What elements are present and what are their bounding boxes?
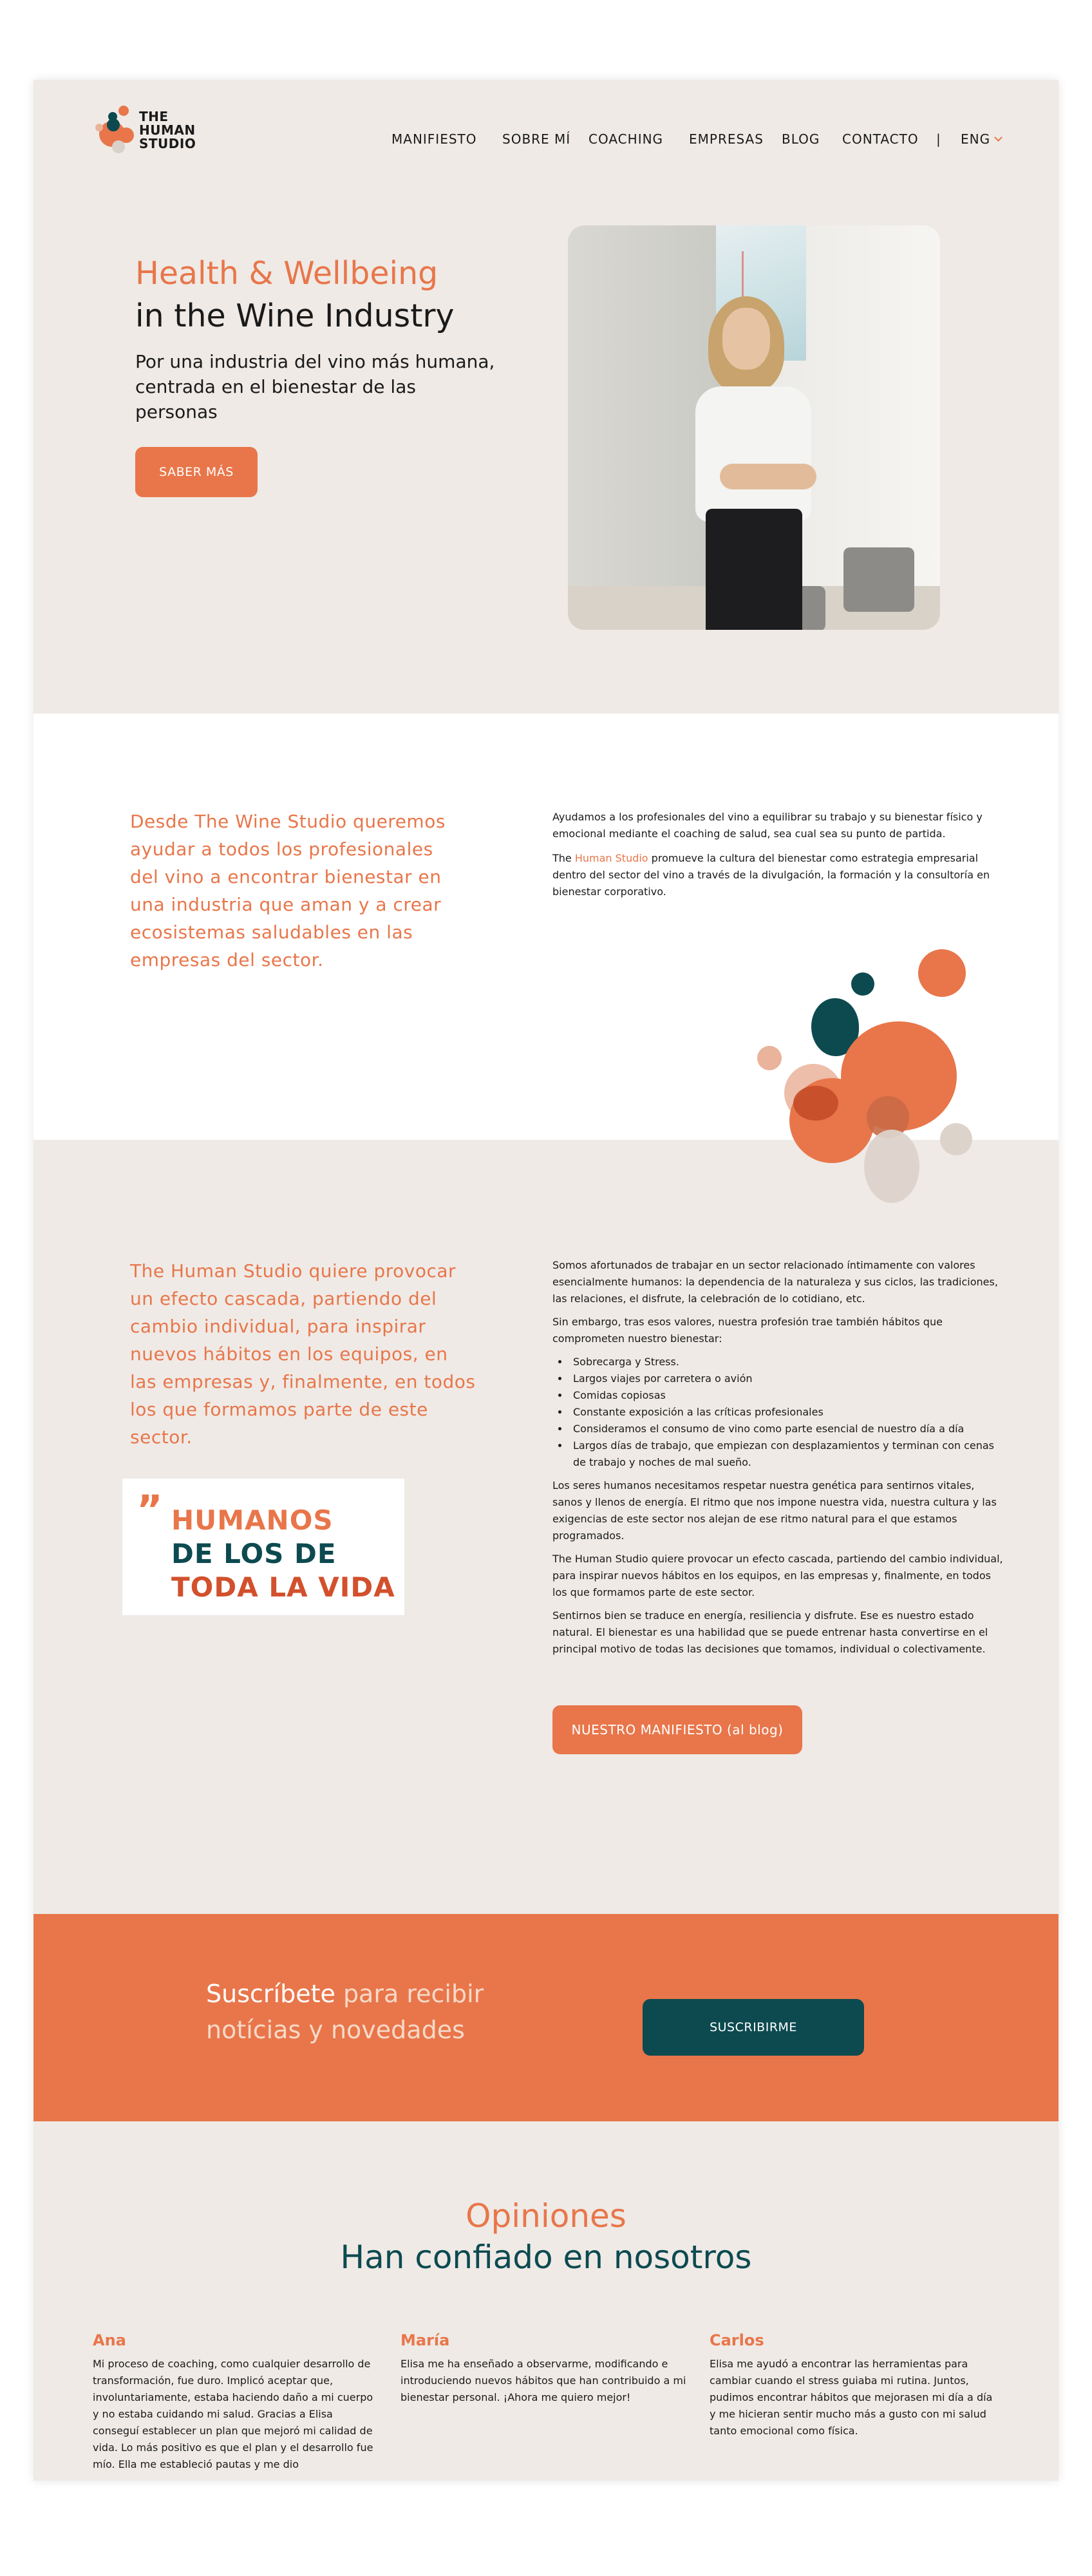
list-item: • Constante exposición a las críticas profesionales: [569, 1404, 1003, 1421]
testimonial-text: Elisa me ha enseñado a observarme, modificando e introduciendo nuevos hábitos que han contribuido a mi bienestar personal. ¡Ahora me quiero mejor!: [400, 2358, 686, 2403]
testimonials-title: Opiniones: [466, 2197, 626, 2235]
testimonial-text: Elisa me ayudó a encontrar las herramientas para cambiar cuando el stress guiaba mi rutina. Juntos, pudimos encontrar hábitos que mejorasen mi día a día y me hicieran sentir mucho más a gusto con mi salud tanto emocional como física.: [710, 2358, 993, 2437]
subscribe-button[interactable]: SUSCRIBIRME: [643, 1999, 864, 2056]
testimonials-subtitle: Han confiado en nosotros: [340, 2239, 752, 2276]
manifesto-paragraph-3: Los seres humanos necesitamos respetar nuestra genética para sentirnos vitales, sanos y llenos de energía. El ritmo que nos impone nuestra vida, nuestra cultura y las exigencias de este sector nos alejan de ese ritmo natural para el que estamos programados.: [552, 1479, 997, 1542]
nav-item-coaching[interactable]: COACHING: [588, 131, 664, 147]
list-item: • Largos días de trabajo, que empiezan con desplazamientos y terminan con cenas de trabajo y noches de mal sueño.: [569, 1437, 1003, 1471]
humanos-badge: [122, 1479, 404, 1615]
list-item: • Consideramos el consumo de vino como parte esencial de nuestro día a día: [569, 1421, 1003, 1437]
intro-body: [552, 809, 1003, 908]
manifesto-paragraph-1: Somos afortunados de trabajar en un sector relacionado íntimamente con valores esencialmente humanos: la dependencia de la naturaleza y sus ciclos, las tradiciones, las relaciones, el disfrute, la celebración de lo cotidiano, etc.: [552, 1259, 998, 1305]
testimonial-card: [710, 2331, 998, 2439]
testimonial-name: Carlos: [710, 2331, 764, 2349]
subscribe-text: Suscríbete para recibir notícias y novedades: [206, 1976, 567, 2048]
manifesto-quote: The Human Studio quiere provocar un efecto cascada, partiendo del cambio individual, para inspirar nuevos hábitos en los equipos, en las empresas y, finalmente, en todos los que formamos parte de este sector.: [130, 1260, 476, 1448]
habits-list: [569, 1354, 1003, 1471]
hero-subtitle: Por una industria del vino más humana, centrada en el bienestar de las personas: [135, 351, 495, 422]
intro-section: [33, 714, 1059, 1140]
nav-item-manifiesto[interactable]: MANIFIESTO: [391, 131, 477, 147]
manifesto-paragraph-4: The Human Studio quiere provocar un efecto cascada, partiendo del cambio individual, para inspirar nuevos hábitos en los equipos, en las empresas y, finalmente, en todos los que formamos parte de este sector.: [552, 1553, 1003, 1598]
badge-line-2: DE LOS DE: [171, 1538, 337, 1569]
list-item: • Comidas copiosas: [569, 1387, 1003, 1404]
subscribe-line-2: notícias y novedades: [206, 2016, 465, 2044]
subscribe-strong: Suscríbete: [206, 1980, 335, 2008]
testimonial-card: [400, 2331, 689, 2406]
quote-mark-icon: ”: [136, 1486, 163, 1533]
badge-line-1: HUMANOS: [171, 1504, 334, 1536]
list-item: • Largos viajes por carretera o avión: [569, 1370, 1003, 1387]
nav-separator: |: [936, 131, 941, 147]
intro-paragraph-2: The Human Studio promueve la cultura del bienestar como estrategia empresarial dentro del sector del vino a través de la divulgación, la formación y la consultoría en bienestar corporativo.: [552, 852, 990, 898]
manifesto-paragraph-2: Sin embargo, tras esos valores, nuestra profesión trae también hábitos que comprometen nuestro bienestar:: [552, 1316, 943, 1345]
manifesto-body: [552, 1257, 1003, 1664]
chevron-down-icon: [994, 133, 1003, 142]
main-nav: [33, 131, 1059, 147]
badge-line-3: TODA LA VIDA: [171, 1571, 395, 1603]
nav-item-empresas[interactable]: EMPRESAS: [689, 131, 764, 147]
manifesto-paragraph-5: Sentirnos bien se traduce en energía, resiliencia y disfrute. Ese es nuestro estado natural. El bienestar es una habilidad que se puede entrenar hasta convertirse en el principal motivo de todas las decisiones que tomamos, individual o colectivamente.: [552, 1609, 988, 1655]
subscribe-section: [33, 1914, 1059, 2121]
saber-mas-button[interactable]: SABER MÁS: [135, 447, 258, 497]
testimonial-text: Mi proceso de coaching, como cualquier desarrollo de transformación, fue duro. Implicó aceptar que, involuntariamente, estaba haciendo daño a mi cuerpo y no estaba cuidando mi salud. Gracias a Elisa conseguí establecer un plan que mejoró mi calidad de vida. Lo más positivo es que el plan y el desarrollo fue mío. Ella me estableció pautas y me dio: [93, 2358, 373, 2470]
testimonial-name: Ana: [93, 2331, 126, 2349]
human-studio-link[interactable]: Human Studio: [574, 852, 648, 864]
nav-item-sobre-mi[interactable]: SOBRE MÍ: [502, 131, 571, 147]
hero-photo: [568, 225, 940, 630]
testimonial-name: María: [400, 2331, 450, 2349]
page-frame: [33, 80, 1059, 2481]
hero-title-accent: Health & Wellbeing: [135, 255, 438, 292]
manifesto-button[interactable]: NUESTRO MANIFIESTO (al blog): [552, 1705, 802, 1754]
nav-item-blog[interactable]: BLOG: [782, 131, 820, 147]
nav-item-contacto[interactable]: CONTACTO: [842, 131, 919, 147]
logo-mark-icon: [93, 104, 136, 156]
intro-quote: Desde The Wine Studio queremos ayudar a todos los profesionales del vino a encontrar bienestar en una industria que aman y a crear ecosistemas saludables en las empresas del sector.: [130, 811, 446, 971]
testimonial-card: [93, 2331, 381, 2473]
language-label: ENG: [961, 131, 991, 147]
intro-paragraph-1: Ayudamos a los profesionales del vino a equilibrar su trabajo y su bienestar físico y emocional mediante el coaching de salud, sea cual sea su punto de partida.: [552, 811, 983, 840]
site-logo[interactable]: [93, 104, 196, 156]
logo-wordmark: THE HUMAN STUDIO: [139, 108, 196, 151]
decorative-blobs-icon: [757, 949, 1015, 1233]
hero-title: in the Wine Industry: [135, 298, 455, 334]
language-selector[interactable]: [961, 131, 1001, 147]
list-item: • Sobrecarga y Stress.: [569, 1354, 1003, 1370]
